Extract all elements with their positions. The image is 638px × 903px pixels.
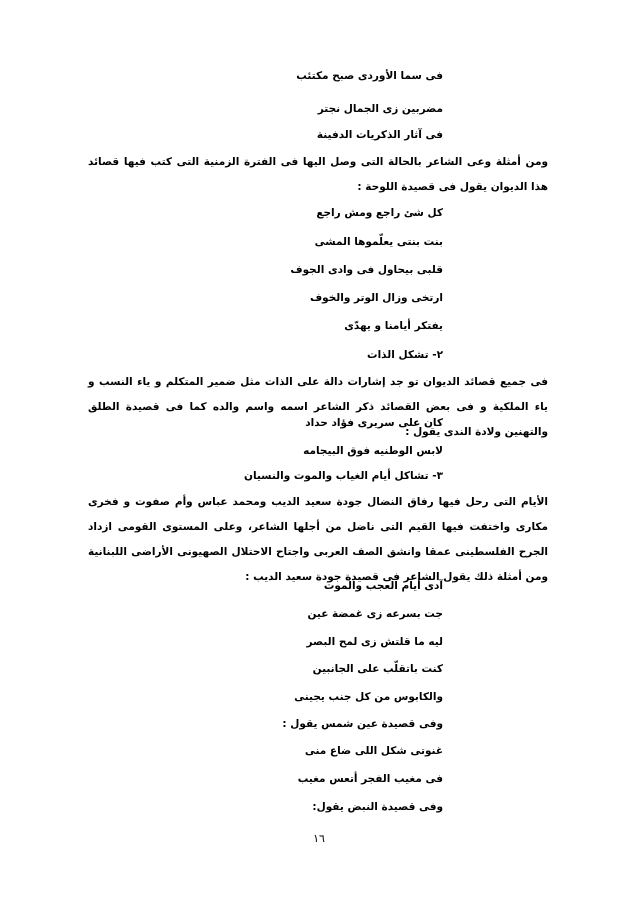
verse-line: قلبى بيحاول فى وادى الجوف [290, 264, 443, 276]
verse-line: كان على سريرى فؤاد حداد [305, 417, 443, 429]
section-heading: ٢- تشكل الذات [367, 349, 443, 361]
verse-line: والكابوس من كل جنب يجينى [294, 691, 443, 703]
verse-line: ارتخى وزال الوتر والخوف [309, 292, 443, 304]
verse-line: وفى قصيدة عين شمس يقول : [282, 718, 443, 730]
verse-line: بنت بنتى يعلّموها المشى [314, 236, 443, 248]
verse-line: يفتكر أيامنا و يهدّى [344, 320, 443, 332]
verse-line: غنوتى شكل اللى ضاع منى [304, 745, 443, 757]
verse-line: جت بسرعه زى غمضة عين [307, 608, 443, 620]
verse-line: كنت باتقلّب على الجانبين [312, 663, 443, 675]
prose-paragraph: الأيام التى رحل فيها رفاق النضال جودة سعيد الديب ومحمد عباس وأم صفوت و فخرى مكارى واختفت فيها القيم التى ناضل من أجلها الشاعر، وعلى المستوى القومى ازداد الجرح الفلسطينى عمقا وانشق الصف العربى واجتاح الاحتلال الصهيونى الأراضى اللبنانية ومن أمثلة ذلك يقول الشاعر فى قصيدة جودة سعيد الديب : [88, 496, 548, 583]
verse-line: فى آثار الذكريات الدفينة [316, 129, 443, 141]
verse-line: كل شئ راجع ومش راجع [316, 207, 443, 219]
verse-line: ليه ما قلتش زى لمح البصر [306, 636, 443, 648]
prose-paragraph: ومن أمثلة وعى الشاعر بالحالة التى وصل اليها فى الفترة الزمنية التى كتب فيها قصائد هذا الديوان يقول فى قصيدة اللوحة : [88, 156, 548, 193]
verse-line: لابس الوطنيه فوق البيجامه [303, 445, 443, 457]
prose-paragraph: فى جميع قصائد الديوان تو جد إشارات دالة على الذات مثل ضمير المتكلم و ياء النسب و ياء الملكية و فى بعض القصائد ذكر الشاعر اسمه واسم والده كما فى قصيدة الطلق والتهنين ولادة الندى يقول : [88, 376, 548, 438]
verse-line: مضربين زى الجمال نجتر [317, 103, 443, 115]
verse-line: فى سما الأوردى صبح مكتئب [296, 70, 443, 82]
verse-line: آدى أيام العجب والموت [323, 580, 443, 592]
verse-line: وفى قصيدة النبض يقول: [312, 801, 443, 813]
page-number: ١٦ [313, 832, 325, 845]
section-heading: ٣- تشاكل أيام الغياب والموت والنسيان [243, 470, 443, 482]
verse-line: فى مغيب الفجر أتعس مغيب [297, 773, 443, 785]
